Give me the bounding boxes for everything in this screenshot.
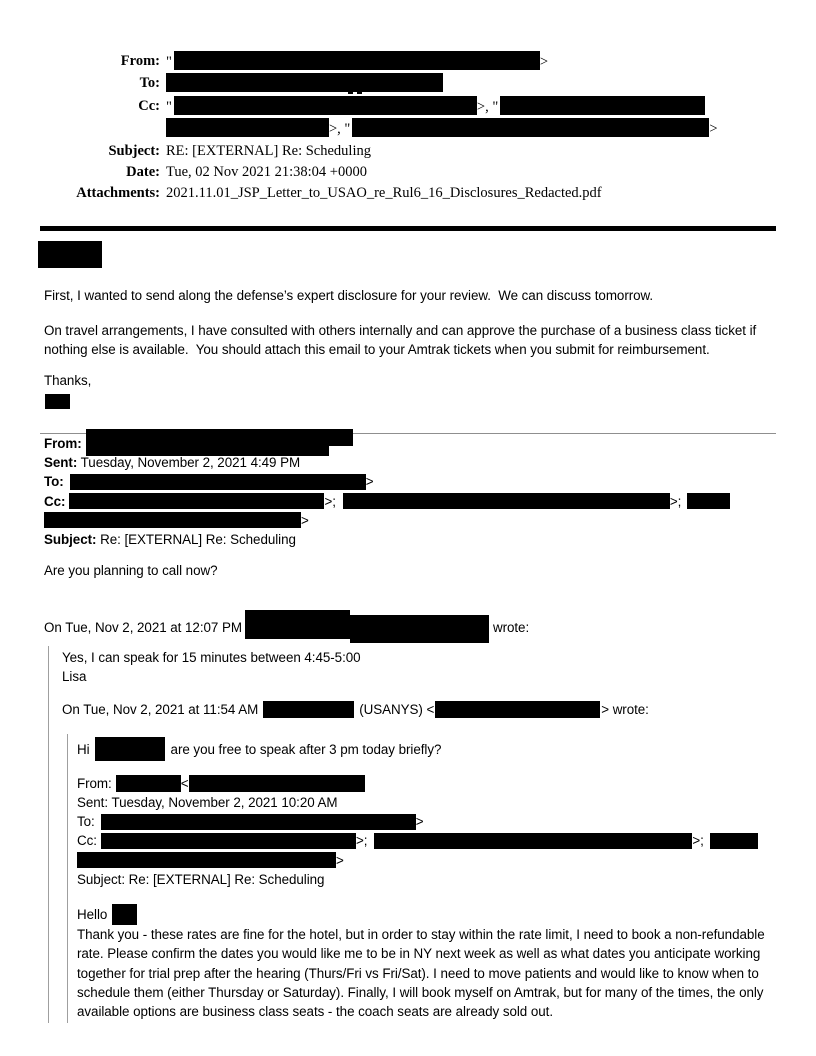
- greeting-suffix: are you free to speak after 3 pm today briefly?: [170, 741, 442, 757]
- cc-label: Cc:: [44, 493, 66, 509]
- cc-label: Cc:: [77, 833, 97, 849]
- reply2-row-to: [77, 812, 776, 831]
- reply1-row-sent: [44, 453, 776, 472]
- cc-join: >;: [355, 833, 368, 849]
- header-row-attachments: [40, 183, 776, 204]
- reply2-row-cc: [77, 831, 776, 869]
- subject-label: Subject:: [44, 532, 97, 548]
- redaction-bar: [112, 904, 137, 925]
- greeting-prefix: Hi: [77, 741, 90, 757]
- redaction-bar: [101, 833, 356, 849]
- email-header-block: [40, 51, 776, 205]
- attribution-suffix: > wrote:: [601, 702, 649, 718]
- redaction-bar: [374, 833, 692, 849]
- cc-close-bracket: >: [301, 512, 309, 528]
- redaction-bar-signature: [45, 394, 70, 409]
- message-closing: Thanks,: [44, 372, 92, 388]
- redaction-artifact: [357, 90, 362, 94]
- reply2-header-block: [77, 774, 776, 889]
- cc-join: >;: [692, 833, 704, 849]
- redaction-bar: [174, 51, 540, 70]
- quote1-line1: Yes, I can speak for 15 minutes between 4:45-5:00: [62, 649, 361, 665]
- subject-label: Subject:: [77, 871, 125, 887]
- redaction-artifact: [348, 90, 353, 94]
- attachments-label: Attachments:: [76, 185, 160, 202]
- redaction-bar: [116, 775, 181, 792]
- subject-value: RE: [EXTERNAL] Re: Scheduling: [166, 142, 371, 159]
- attribution-line-1154: [62, 700, 776, 719]
- quoted-reply-level1: [48, 646, 776, 1024]
- subject-label: Subject:: [108, 142, 160, 159]
- message-paragraph-1: First, I wanted to send along the defense’s expert disclosure for your review. We can discuss tomorrow.: [44, 287, 654, 303]
- redaction-bar: [435, 701, 600, 718]
- redaction-bar: [166, 73, 443, 92]
- sent-value: Tuesday, November 2, 2021 10:20 AM: [111, 794, 338, 810]
- header-divider: [40, 226, 776, 231]
- to-label: To:: [77, 814, 95, 830]
- quote2-greeting: [77, 737, 776, 761]
- reply1-row-subject: [44, 530, 776, 549]
- cc-close-bracket: >: [709, 121, 718, 138]
- reply1-row-from: [44, 434, 776, 453]
- cc-close-bracket: >: [336, 852, 344, 868]
- from-open-quote: ": [166, 54, 172, 70]
- to-label: To:: [44, 474, 64, 490]
- reply2-row-from: [77, 774, 776, 793]
- from-label: From:: [44, 436, 82, 452]
- sent-label: Sent:: [44, 455, 78, 471]
- to-close-bracket: >: [415, 814, 424, 830]
- from-value: [166, 51, 776, 73]
- reply1-row-to: [44, 472, 776, 491]
- redaction-bar: [70, 474, 366, 490]
- cc-join: >, ": [476, 98, 499, 115]
- redaction-bar: [189, 775, 365, 792]
- attribution-prefix: On Tue, Nov 2, 2021 at 11:54 AM: [62, 702, 259, 718]
- redaction-bar: [352, 118, 709, 137]
- from-label: From:: [77, 775, 112, 791]
- quote2-hello: [77, 904, 776, 925]
- redaction-bar: [263, 701, 354, 718]
- quoted-reply-level2: [67, 734, 776, 1024]
- redaction-bar: [710, 833, 758, 849]
- from-label: From:: [120, 53, 160, 69]
- reply2-row-subject: [77, 870, 776, 889]
- redaction-bar: [687, 493, 730, 509]
- cc-open-quote: ": [166, 98, 172, 115]
- reply1-question: Are you planning to call now?: [44, 563, 218, 579]
- date-label: Date:: [126, 164, 160, 181]
- redaction-bar-salutation: [38, 241, 102, 268]
- to-value: [166, 73, 776, 95]
- attribution-suffix: wrote:: [492, 619, 530, 635]
- reply2-row-sent: [77, 793, 776, 812]
- cc-join: >, ": [329, 121, 351, 138]
- cc-join: >;: [324, 493, 336, 509]
- redaction-bar: [245, 619, 489, 635]
- redaction-bar: [174, 96, 477, 115]
- redaction-bar: [166, 118, 329, 137]
- header-row-to: [40, 73, 776, 95]
- to-close-bracket: >: [365, 474, 374, 490]
- header-row-subject: [40, 141, 776, 162]
- subject-value: Re: [EXTERNAL] Re: Scheduling: [100, 532, 296, 548]
- from-separator: <: [180, 775, 189, 791]
- header-row-from: [40, 51, 776, 73]
- redaction-bar: [69, 493, 324, 509]
- redaction-bar: [343, 493, 670, 509]
- date-value: Tue, 02 Nov 2021 21:38:04 +0000: [166, 164, 367, 181]
- redaction-bar: [101, 814, 416, 830]
- redaction-bar: [77, 852, 336, 868]
- attribution-line-1207: [44, 618, 772, 637]
- cc-label: Cc:: [138, 97, 160, 114]
- header-row-date: [40, 162, 776, 183]
- redaction-bar: [44, 512, 301, 528]
- from-close-bracket: >: [539, 54, 549, 70]
- attribution-mid: (USANYS) <: [359, 702, 435, 718]
- quote2-body-paragraph: Thank you - these rates are fine for the hotel, but in order to stay within the rate limit, I need to book a non-refundable rate. Please confirm the dates you would like me to be in NY next week as well as what dates you anticipate working together for trial prep after the hearing (Thurs/Fri vs Fri/Sat). I need to move patients and would like to know when to schedule them (either Thursday or Saturday). Finally, I will book myself on Amtrak, but for many of the times, the only available options are business class seats - the coach seats are already sold out.: [77, 926, 769, 1020]
- redaction-bar: [86, 436, 353, 452]
- quote1-signature: Lisa: [62, 669, 87, 685]
- reply1-row-cc: [44, 492, 776, 530]
- cc-join: >;: [669, 493, 682, 509]
- sent-label: Sent:: [77, 794, 109, 810]
- attribution-prefix: On Tue, Nov 2, 2021 at 12:07 PM: [44, 619, 242, 635]
- subject-value: Re: [EXTERNAL] Re: Scheduling: [128, 871, 325, 887]
- reply1-header-block: [44, 434, 776, 549]
- redaction-bar: [95, 737, 165, 761]
- cc-value: [166, 96, 776, 141]
- hello-text: Hello: [77, 906, 108, 922]
- to-label: To:: [139, 75, 160, 92]
- sent-value: Tuesday, November 2, 2021 4:49 PM: [80, 455, 301, 471]
- message-paragraph-2: On travel arrangements, I have consulted with others internally and can approve the purchase of a business class ticket if nothing else is available. You should attach this email to your Amtrak tickets when you submit for reimbursement.: [44, 323, 760, 358]
- redaction-bar: [500, 96, 705, 115]
- attachment-filename: 2021.11.01_JSP_Letter_to_USAO_re_Rul6_16_Disclosures_Redacted.pdf: [166, 185, 602, 202]
- header-row-cc: [40, 96, 776, 141]
